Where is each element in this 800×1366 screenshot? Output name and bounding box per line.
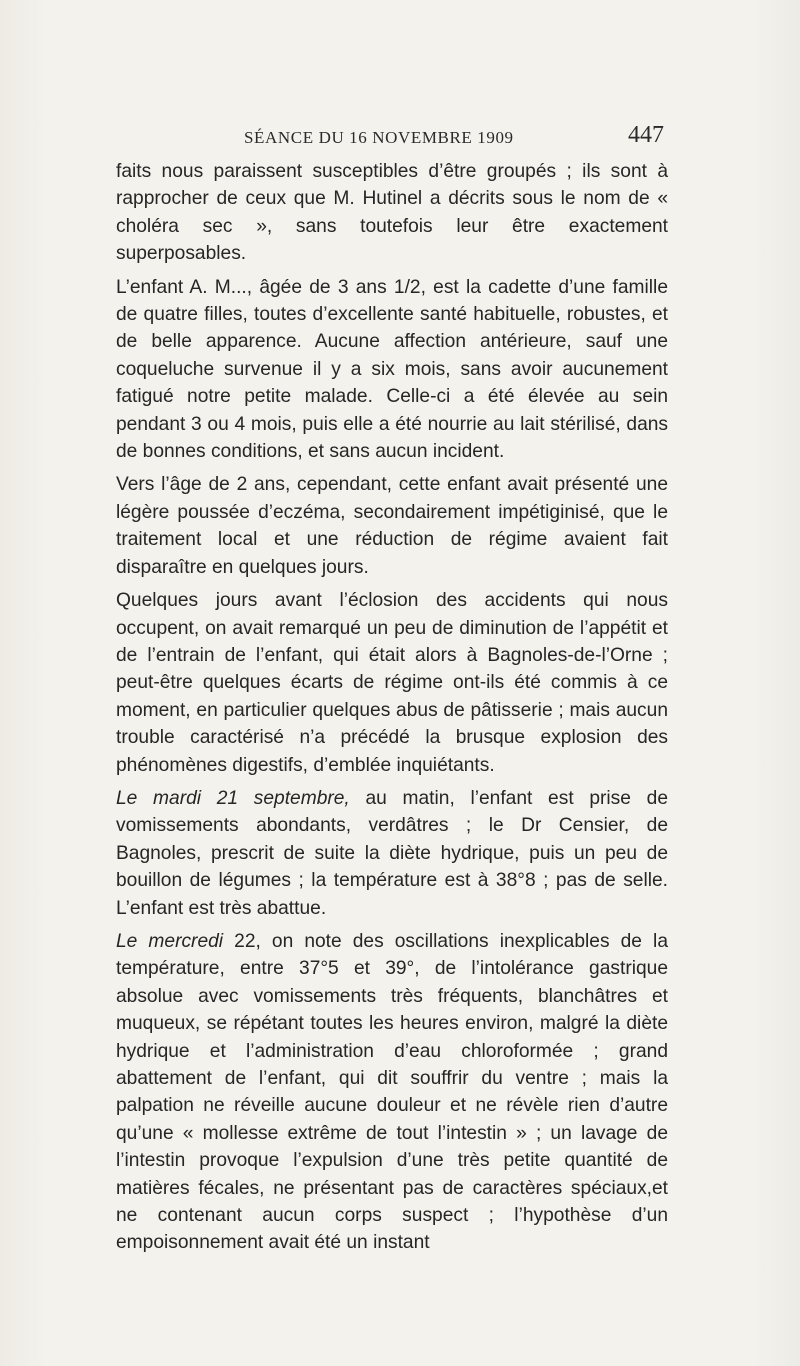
paragraph-text: 22, on note des oscillations inexplicables de la température, entre 37°5 et 39°, de l’intolérance gastrique absolue avec vomissements très fréquents, blanchâtres et muqueux, se répétant toutes les heures environ, malgré la diète hydrique et l’administration d’eau chloroformée ; grand abattement de l’enfant, qui dit souffrir du ventre ; mais la palpation ne réveille aucune douleur et ne révèle rien d’autre qu’une « mollesse extrême de tout l’intestin » ; un lavage de l’intestin provoque l’expulsion d’une très petite quantité de matières fécales, ne présentant pas de caractères spéciaux,et ne contenant aucun corps suspect ; l’hypothèse d’un empoisonnement avait été un instant [116, 930, 668, 1254]
paragraph-lead: Le mardi 21 septembre, [116, 787, 350, 809]
paragraph-4 [116, 587, 668, 779]
paragraph-5 [116, 785, 668, 922]
body-text [116, 158, 668, 1263]
running-title: SÉANCE DU 16 NOVEMBRE 1909 [244, 128, 514, 147]
paragraph-2 [116, 274, 668, 466]
paragraph-text: au matin, l’enfant est prise de vomissements abondants, verdâtres ; le Dr Censier, de Bagnoles, prescrit de suite la diète hydrique, puis un peu de bouillon de légumes ; la température est à 38°8 ; pas de selle. L’enfant est très abattue. [116, 787, 668, 919]
paragraph-3 [116, 471, 668, 581]
paragraph-text: Quelques jours avant l’éclosion des accidents qui nous occupent, on avait remarqué un peu de diminution de l’appétit et de l’entrain de l’enfant, qui était alors à Bagnoles-de-l’Orne ; peut-être quelques écarts de régime ont-ils été commis à ce moment, en particulier quelques abus de pâtisserie ; mais aucun trouble caractérisé n’a précédé la brusque explosion des phénomènes digestifs, d’emblée inquiétants. [116, 590, 668, 776]
paragraph-6 [116, 928, 668, 1257]
paragraph-lead: Le mercredi [116, 930, 224, 952]
page-header [0, 122, 800, 152]
paragraph-text: Vers l’âge de 2 ans, cependant, cette enfant avait présenté une légère poussée d’eczéma, secondairement impétiginisé, que le traitement local et une réduction de régime avaient fait disparaître en quelques jours. [116, 474, 668, 578]
page-number: 447 [628, 122, 664, 148]
paragraph-text: faits nous paraissent susceptibles d’être groupés ; ils sont à rapprocher de ceux que M. Hutinel a décrits sous le nom de « choléra sec », sans toutefois leur être exactement superposables. [116, 161, 668, 265]
paragraph-text: L’enfant A. M..., âgée de 3 ans 1/2, est la cadette d’une famille de quatre filles, toutes d’excellente santé habituelle, robustes, et de belle apparence. Aucune affection antérieure, sauf une coqueluche survenue il y a six mois, sans avoir aucunement fatigué notre petite malade. Celle-ci a été élevée au sein pendant 3 ou 4 mois, puis elle a été nourrie au lait stérilisé, dans de bonnes conditions, et sans aucun incident. [116, 276, 668, 463]
paragraph-1 [116, 158, 668, 268]
